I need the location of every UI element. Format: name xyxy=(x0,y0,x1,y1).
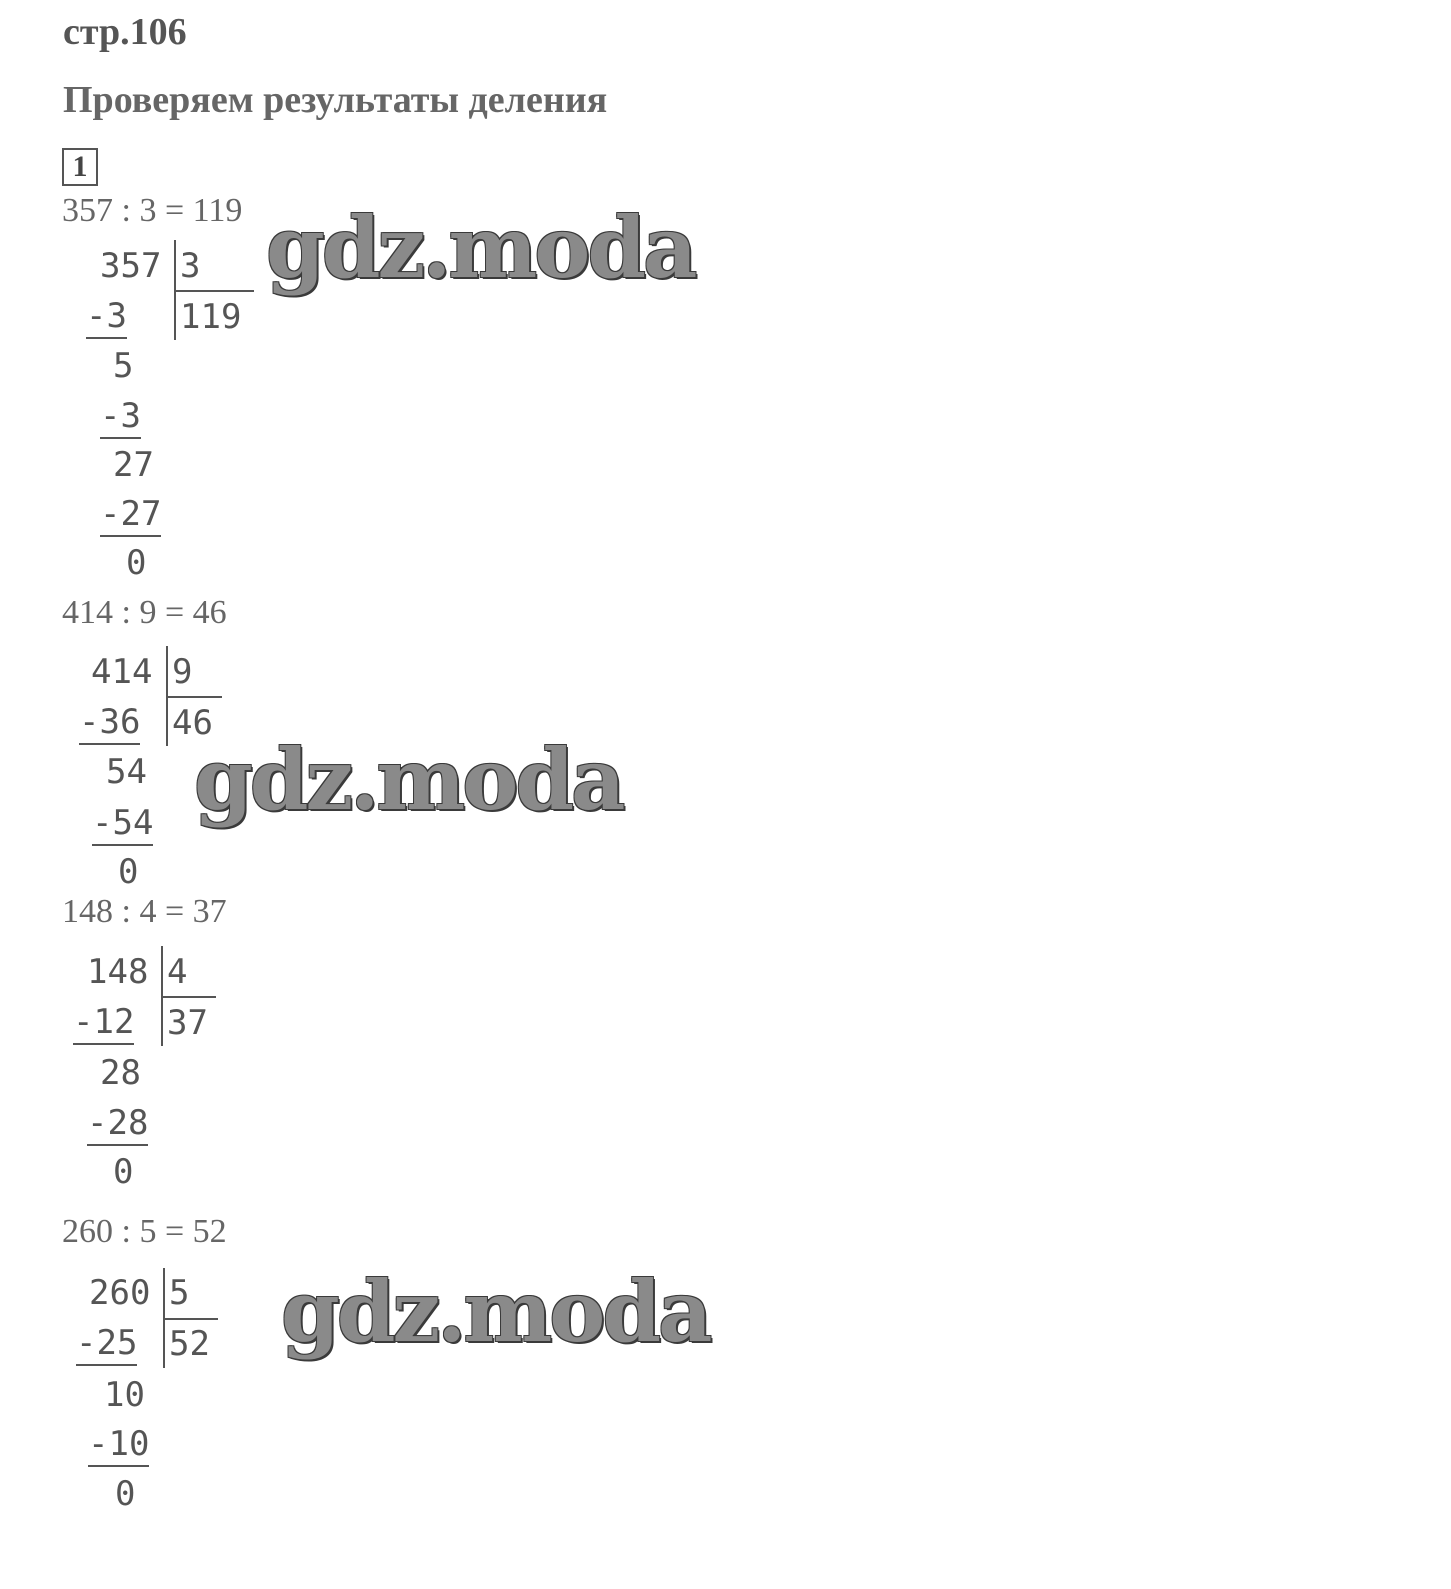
final-remainder: 0 xyxy=(113,1152,134,1192)
division-bar-horizontal-2 xyxy=(166,696,222,698)
subtrahend-line: -25 xyxy=(76,1323,137,1366)
subtrahend-line: -36 xyxy=(79,702,140,745)
equation-2: 414 : 9 = 46 xyxy=(62,594,227,631)
remainder-line: 10 xyxy=(104,1375,145,1415)
divisor-2: 9 xyxy=(172,652,193,692)
watermark-logo: gdz.moda xyxy=(194,730,623,829)
quotient-3: 37 xyxy=(167,1003,208,1043)
division-bar-horizontal-3 xyxy=(161,996,216,998)
equation-4: 260 : 5 = 52 xyxy=(62,1213,227,1250)
division-bar-horizontal-1 xyxy=(174,290,254,292)
quotient-1: 119 xyxy=(180,297,242,337)
division-bar-horizontal-4 xyxy=(163,1318,218,1320)
remainder-line: 54 xyxy=(106,752,147,792)
quotient-4: 52 xyxy=(169,1324,210,1364)
subtrahend-line: -3 xyxy=(100,396,141,439)
final-remainder: 0 xyxy=(115,1474,136,1514)
remainder-line: 5 xyxy=(113,346,134,386)
equation-1: 357 : 3 = 119 xyxy=(62,192,243,229)
dividend-3: 148 xyxy=(87,952,149,992)
subtrahend-line: -27 xyxy=(100,494,161,537)
subtrahend-line: -28 xyxy=(87,1103,148,1146)
section-heading: Проверяем результаты деления xyxy=(63,79,608,121)
remainder-line: 27 xyxy=(113,445,154,485)
dividend-4: 260 xyxy=(89,1273,151,1313)
task-number-box: 1 xyxy=(62,148,98,186)
remainder-line: 28 xyxy=(100,1053,141,1093)
dividend-2: 414 xyxy=(91,652,153,692)
subtrahend-line: -54 xyxy=(92,803,153,846)
page-number: стр.106 xyxy=(63,11,187,53)
divisor-3: 4 xyxy=(167,952,188,992)
watermark-logo: gdz.moda xyxy=(266,198,695,297)
watermark-logo: gdz.moda xyxy=(281,1262,710,1361)
quotient-2: 46 xyxy=(172,703,213,743)
subtrahend-line: -12 xyxy=(73,1002,134,1045)
subtrahend-line: -3 xyxy=(86,296,127,339)
final-remainder: 0 xyxy=(118,852,139,892)
equation-3: 148 : 4 = 37 xyxy=(62,893,227,930)
divisor-4: 5 xyxy=(169,1273,190,1313)
dividend-1: 357 xyxy=(100,246,162,286)
final-remainder: 0 xyxy=(126,543,147,583)
subtrahend-line: -10 xyxy=(88,1424,149,1467)
divisor-1: 3 xyxy=(180,246,201,286)
